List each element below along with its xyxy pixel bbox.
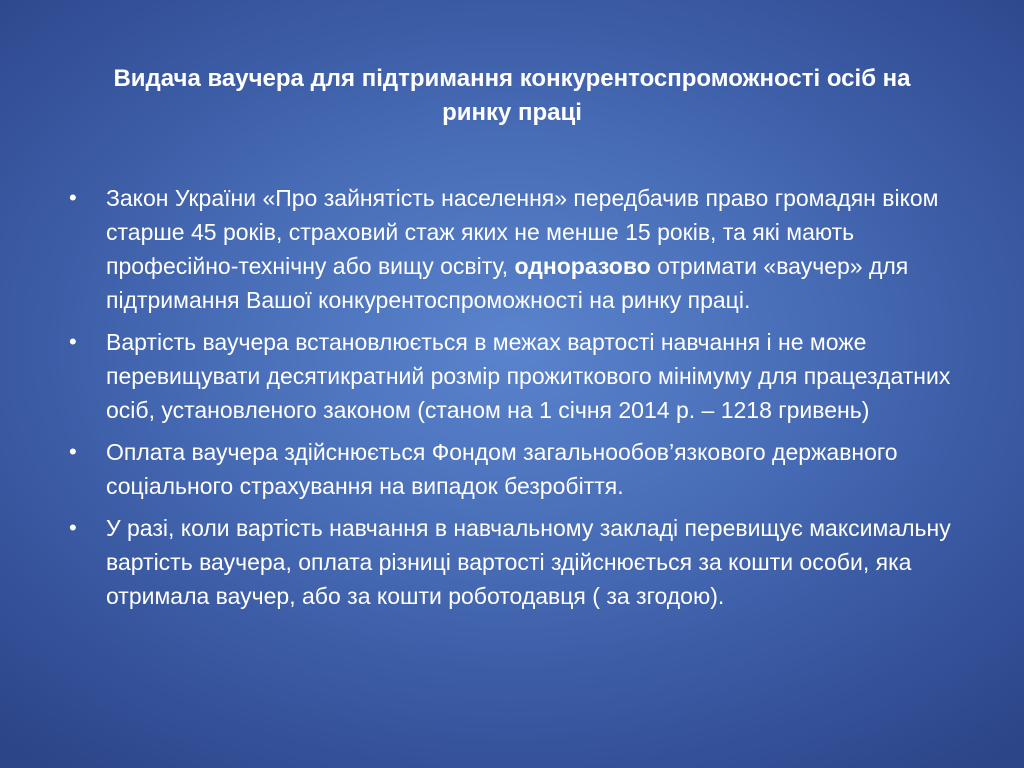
bullet-icon: • <box>69 439 77 464</box>
bullet-text-part: Закон України «Про зайнятість населення» передбачив право громадян віком старше 45 років, страховий стаж яких не менше 15 років, та які мають професійно-технічну або вищу освіту, <box>106 185 939 279</box>
bullet-text: У разі, коли вартість навчання в навчальному закладі перевищує максимальну вартість ваучера, оплата різниці вартості здійснюється за кошти особи, яка отримала ваучер, або за кошти роботодавця ( за згодою). <box>106 515 951 609</box>
bullet-text: Оплата ваучера здійснюється Фондом загальнообов’язкового державного соціального страхування на випадок безробіття. <box>106 439 898 499</box>
bullet-icon: • <box>69 185 77 210</box>
bullet-icon: • <box>69 329 77 354</box>
bullet-list <box>64 181 974 621</box>
bullet-item-payment <box>64 435 974 503</box>
bullet-item-eligibility <box>64 181 974 317</box>
bullet-item-cost <box>64 325 974 427</box>
bullet-text: Вартість ваучера встановлюється в межах вартості навчання і не може перевищувати десятикратний розмір прожиткового мінімуму для працездатних осіб, установленого законом (станом на 1 січня 2014 р. – 1218 гривень) <box>106 329 951 423</box>
bullet-icon: • <box>69 515 77 540</box>
bullet-text-emphasis: одноразово <box>514 253 651 279</box>
bullet-item-difference <box>64 511 974 613</box>
slide-title: Видача ваучера для підтримання конкурентоспроможності осіб на ринку праці <box>113 65 911 126</box>
bullet-text-part: отримати «ваучер» для підтримання Вашої конкурентоспроможності на ринку праці. <box>106 253 909 313</box>
